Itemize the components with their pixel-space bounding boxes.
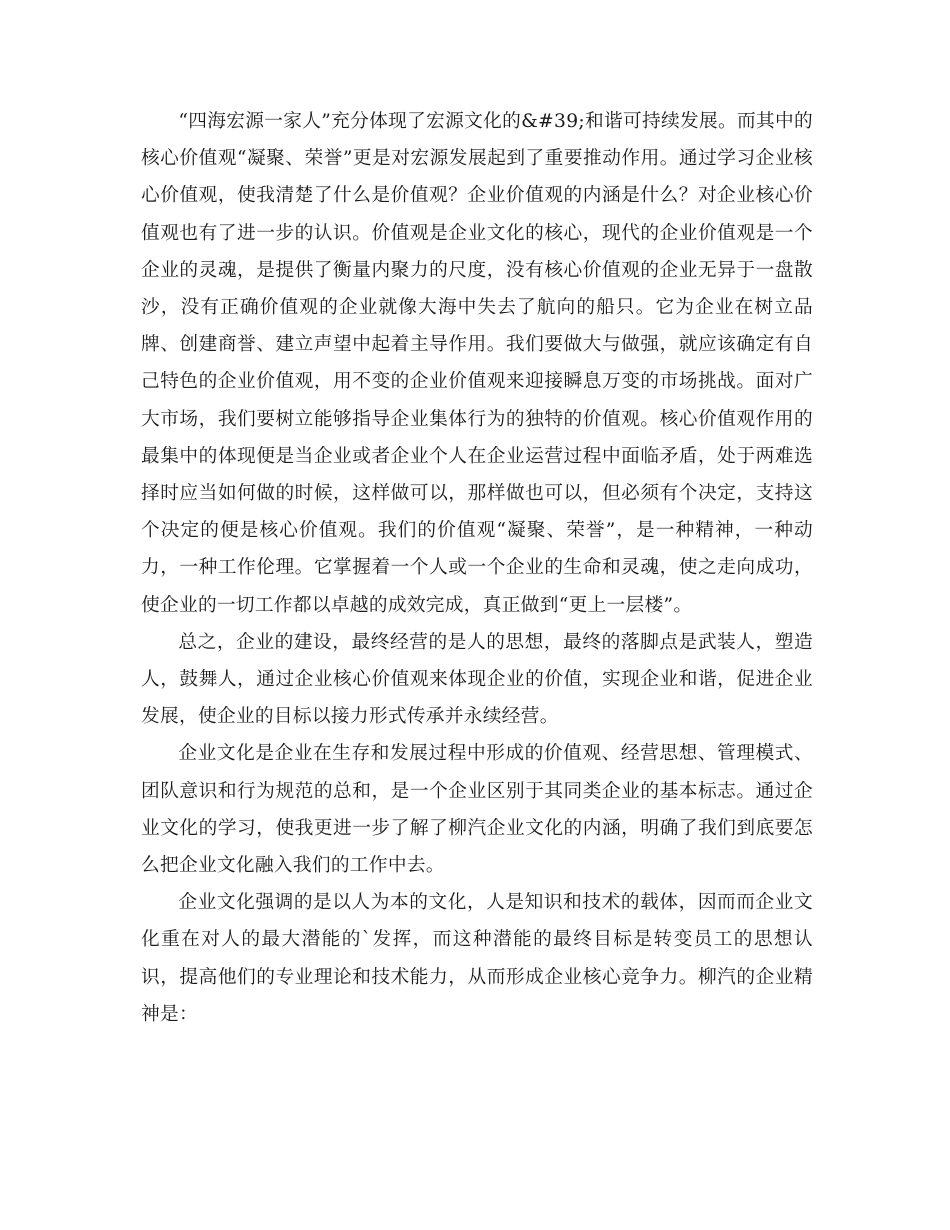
- paragraph-core-values: “四海宏源一家人”充分体现了宏源文化的&#39;和谐可持续发展。而其中的核心价值观“凝聚、荣誉”更是对宏源发展起到了重要推动作用。通过学习企业核心价值观，使我清楚了什么是价值观？企业价值观的内涵是什么？对企业核心价值观也有了进一步的认识。价值观是企业文化的核心，现代的企业价值观是一个企业的灵魂，是提供了衡量内聚力的尺度，没有核心价值观的企业无异于一盘散沙，没有正确价值观的企业就像大海中失去了航向的船只。它为企业在树立品牌、创建商誉、建立声望中起着主导作用。我们要做大与做强，就应该确定有自己特色的企业价值观，用不变的企业价值观来迎接瞬息万变的市场挑战。面对广大市场，我们要树立能够指导企业集体行为的独特的价值观。核心价值观作用的最集中的体现便是当企业或者企业个人在企业运营过程中面临矛盾，处于两难选择时应当如何做的时候，这样做可以，那样做也可以，但必须有个决定，支持这个决定的便是核心价值观。我们的价值观“凝聚、荣誉”，是一种精神，一种动力，一种工作伦理。它掌握着一个人或一个企业的生命和灵魂，使之走向成功，使企业的一切工作都以卓越的成效完成，真正做到“更上一层楼”。: [141, 111, 813, 616]
- paragraph-people-oriented: 企业文化强调的是以人为本的文化，人是知识和技术的载体，因而而企业文化重在对人的最大潜能的`发挥，而这种潜能的最终目标是转变员工的思想认识，提高他们的专业理论和技术能力，从而形成企业核心竞争力。柳汽的企业精神是：: [141, 892, 813, 1025]
- paragraph-summary: 总之，企业的建设，最终经营的是人的思想，最终的落脚点是武装人，塑造人，鼓舞人，通过企业核心价值观来体现企业的价值，实现企业和谐，促进企业发展，使企业的目标以接力形式传承并永续经营。: [141, 631, 813, 728]
- paragraph-corporate-culture: 企业文化是企业在生存和发展过程中形成的价值观、经营思想、管理模式、团队意识和行为规范的总和，是一个企业区别于其同类企业的基本标志。通过企业文化的学习，使我更进一步了解了柳汽企业文化的内涵，明确了我们到底要怎么把企业文化融入我们的工作中去。: [141, 743, 813, 877]
- document-body: [141, 103, 813, 1033]
